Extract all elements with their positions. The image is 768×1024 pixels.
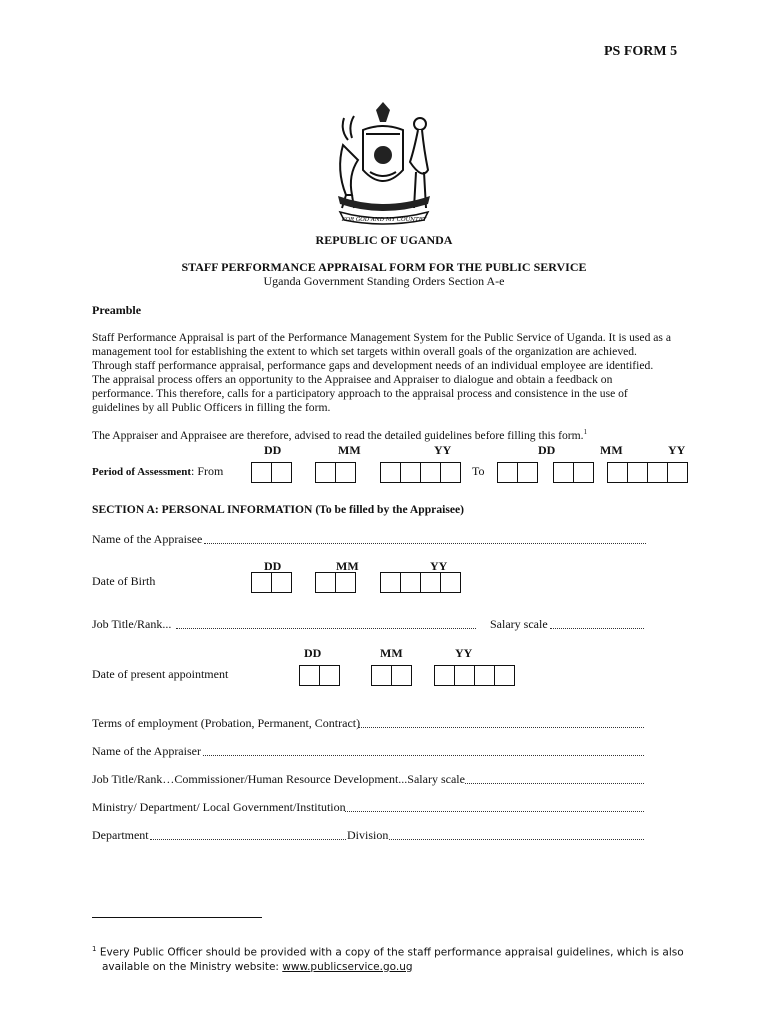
appt-dd-header: DD bbox=[304, 646, 322, 660]
advice-label: The Appraiser and Appraisee are therefore, advised to read the detailed guidelines before filling this form. bbox=[92, 428, 584, 442]
period-to-yy-boxes[interactable] bbox=[607, 462, 687, 483]
job-title-appraiser-label: Job Title/Rank…Commissioner/Human Resource Development...Salary scale bbox=[92, 772, 465, 786]
period-label bbox=[92, 464, 223, 479]
department-field[interactable] bbox=[150, 839, 346, 840]
dob-dd-header: DD bbox=[264, 559, 282, 573]
preamble-line: Through staff performance appraisal, performance gaps and development needs of an individual employee are identified. bbox=[92, 359, 654, 372]
period-from-dd-boxes[interactable] bbox=[251, 462, 291, 483]
period-to-label: To bbox=[472, 464, 485, 478]
terms-field[interactable] bbox=[358, 727, 644, 728]
period-from-label: : From bbox=[191, 464, 224, 478]
dob-yy-boxes[interactable] bbox=[380, 572, 460, 593]
period-to-dd-header: DD bbox=[538, 443, 556, 457]
division-label: Division bbox=[347, 828, 389, 842]
country-title: REPUBLIC OF UGANDA bbox=[315, 233, 453, 247]
dob-yy-header: YY bbox=[430, 559, 448, 573]
period-to-yy-header: YY bbox=[668, 443, 686, 457]
dob-dd-boxes[interactable] bbox=[251, 572, 291, 593]
dob-mm-boxes[interactable] bbox=[315, 572, 355, 593]
footnote-line-2 bbox=[92, 960, 684, 974]
preamble-line: The appraisal process offers an opportunity to the Appraisee and Appraiser to dialogue and obtain a feedback on bbox=[92, 373, 613, 386]
form-id: PS FORM 5 bbox=[604, 44, 678, 59]
name-appraiser-field[interactable] bbox=[203, 755, 644, 756]
form-subtitle: Uganda Government Standing Orders Section A-e bbox=[263, 274, 505, 288]
period-from-yy-header: YY bbox=[434, 443, 452, 457]
appt-dd-boxes[interactable] bbox=[299, 665, 339, 686]
appt-mm-header: MM bbox=[380, 646, 403, 660]
period-to-dd-boxes[interactable] bbox=[497, 462, 537, 483]
advice-text bbox=[92, 428, 587, 442]
dob-mm-header: MM bbox=[336, 559, 359, 573]
appt-mm-boxes[interactable] bbox=[371, 665, 411, 686]
preamble-line: performance. This therefore, calls for a participatory approach to the appraisal process and consistence in the use of bbox=[92, 387, 628, 400]
dob-label: Date of Birth bbox=[92, 574, 156, 588]
period-from-mm-boxes[interactable] bbox=[315, 462, 355, 483]
department-label: Department bbox=[92, 828, 149, 842]
footnote bbox=[92, 942, 684, 974]
preamble-heading: Preamble bbox=[92, 303, 142, 317]
preamble-text bbox=[92, 331, 688, 415]
period-label-bold: Period of Assessment bbox=[92, 466, 191, 478]
footnote-text-1: Every Public Officer should be provided with a copy of the staff performance appraisal guidelines, which is also bbox=[99, 946, 684, 959]
appt-yy-header: YY bbox=[455, 646, 473, 660]
name-appraisee-field[interactable] bbox=[204, 543, 646, 544]
footnote-ref: 1 bbox=[583, 428, 588, 436]
motto-text: FOR GOD AND MY COUNTRY bbox=[341, 217, 427, 223]
footnote-text-2: available on the Ministry website: bbox=[102, 960, 283, 973]
job-title-label: Job Title/Rank... bbox=[92, 617, 172, 631]
job-title-field[interactable] bbox=[176, 628, 476, 629]
appt-yy-boxes[interactable] bbox=[434, 665, 514, 686]
name-appraisee-label: Name of the Appraisee bbox=[92, 532, 203, 546]
ministry-label: Ministry/ Department/ Local Government/Institution bbox=[92, 800, 346, 814]
period-to-mm-boxes[interactable] bbox=[553, 462, 593, 483]
terms-label: Terms of employment (Probation, Permanent, Contract) bbox=[92, 716, 361, 730]
preamble-line: management tool for establishing the extent to which set targets within overall goals of the organization are achieved. bbox=[92, 345, 637, 358]
period-from-dd-header: DD bbox=[264, 443, 282, 457]
period-from-yy-boxes[interactable] bbox=[380, 462, 460, 483]
coat-of-arms-emblem bbox=[318, 100, 448, 225]
ministry-website-link[interactable]: www.publicservice.go.ug bbox=[282, 960, 413, 973]
division-field[interactable] bbox=[389, 839, 644, 840]
salary-scale-label: Salary scale bbox=[490, 617, 548, 631]
salary-scale-field[interactable] bbox=[550, 628, 644, 629]
ministry-field[interactable] bbox=[345, 811, 644, 812]
form-title: STAFF PERFORMANCE APPRAISAL FORM FOR THE PUBLIC SERVICE bbox=[181, 260, 587, 274]
period-to-mm-header: MM bbox=[600, 443, 623, 457]
footnote-separator bbox=[92, 917, 262, 918]
footnote-mark: 1 bbox=[92, 945, 97, 953]
footnote-line-1 bbox=[92, 942, 684, 960]
period-from-mm-header: MM bbox=[338, 443, 361, 457]
preamble-line: Staff Performance Appraisal is part of the Performance Management System for the Public Service of Uganda. It is used as a bbox=[92, 331, 671, 344]
section-a-heading: SECTION A: PERSONAL INFORMATION (To be filled by the Appraisee) bbox=[92, 503, 464, 516]
salary-scale-appraiser-field[interactable] bbox=[465, 783, 644, 784]
date-present-label: Date of present appointment bbox=[92, 667, 229, 681]
preamble-line: guidelines by all Public Officers in filling the form. bbox=[92, 401, 331, 414]
name-appraiser-label: Name of the Appraiser bbox=[92, 744, 201, 758]
